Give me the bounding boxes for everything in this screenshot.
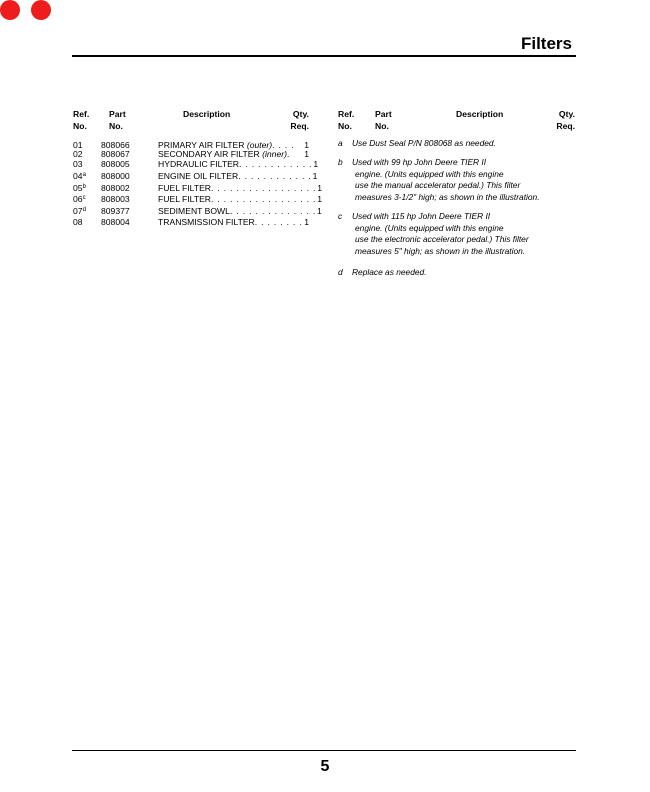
part-description (158, 206, 230, 216)
qty-req-header-right (553, 108, 575, 132)
part-description-text: ENGINE OIL FILTER (158, 171, 239, 181)
part-ref-number (73, 183, 86, 193)
part-qty: 1 (304, 149, 309, 159)
part-header-line2: No. (109, 121, 123, 131)
footnote-letter: d (338, 267, 343, 277)
part-description-text: PRIMARY AIR FILTER (158, 140, 247, 150)
part-ref-number (73, 171, 86, 181)
part-header-line1: Part (375, 109, 392, 119)
description-header-right (456, 108, 503, 120)
footnote-c (338, 211, 588, 257)
part-description (158, 149, 287, 159)
dot-leader: . . . . . . . . . . . . (239, 159, 313, 169)
footnote-line: engine. (Units equipped with this engine (355, 168, 504, 179)
part-number: 808005 (101, 159, 130, 169)
part-description (158, 217, 255, 227)
part-number: 808000 (101, 171, 130, 181)
footnote-b (338, 157, 588, 203)
qty-header-line1: Qty. (292, 109, 309, 119)
description-header-text: Description (183, 109, 231, 119)
header-rule (72, 55, 576, 57)
footnote-marker: d (82, 207, 86, 213)
footnote-text: Used with 115 hp John Deere TIER II (352, 211, 491, 221)
footnote-text: Replace as needed. (352, 267, 427, 277)
footnote-line: measures 3-1/2" high; as shown in the illustration. (355, 191, 540, 202)
part-ref-text: 05 (73, 183, 83, 193)
part-number: 809377 (101, 206, 130, 216)
part-description-text: FUEL FILTER (158, 183, 212, 193)
part-number: 808066 (101, 140, 130, 150)
ref-no-header (73, 108, 89, 132)
part-description-row (158, 206, 322, 216)
ref-header-line2: No. (73, 121, 87, 131)
part-description-row (158, 171, 318, 181)
part-description-row (158, 149, 309, 159)
footnote-line (338, 267, 588, 279)
footnote-line: use the electronic accelerator pedal.) This filter (355, 234, 529, 244)
part-ref-number: 03 (73, 159, 83, 169)
dot-leader: . . . . . . . . . . . . . . (229, 206, 317, 216)
part-header-line2: No. (375, 121, 389, 131)
page-title: Filters (520, 34, 572, 53)
dot-leader: . . . . (272, 140, 295, 150)
part-qty: 1 (312, 171, 318, 181)
ref-no-header-right (338, 108, 354, 132)
part-description (158, 183, 211, 193)
red-dot-marker (0, 0, 20, 20)
part-no-header (109, 108, 126, 132)
footnote-d (338, 267, 588, 279)
part-ref-number: 02 (73, 149, 83, 159)
footnote-line (338, 138, 588, 150)
part-qty: 1 (317, 194, 322, 204)
part-ref-number (73, 194, 86, 204)
dot-leader: . (286, 149, 291, 159)
ref-header-line2: No. (338, 121, 352, 131)
part-ref-number: 01 (73, 140, 83, 150)
qty-header-line2: Req. (556, 121, 575, 131)
part-qty: 1 (317, 183, 322, 193)
ref-header-line1: Ref. (73, 109, 90, 119)
part-qty: 1 (304, 217, 309, 227)
footnote-marker: c (82, 195, 86, 201)
footnote-line (338, 157, 588, 169)
part-no-header-right (375, 108, 392, 132)
part-description-text: HYDRAULIC FILTER (158, 159, 240, 169)
part-qty: 1 (304, 140, 309, 150)
part-qty: 1 (313, 159, 319, 169)
qty-header-line1: Qty. (558, 109, 575, 119)
footnote-line (338, 211, 588, 223)
footnote-marker: a (82, 172, 86, 178)
dot-leader: . . . . . . . . . . . . (238, 171, 312, 181)
qty-req-header (286, 108, 309, 132)
footnote-line: measures 5" high; as shown in the illustration. (355, 245, 526, 256)
part-description-row (158, 194, 322, 204)
description-header-text: Description (456, 109, 504, 119)
part-number: 808002 (101, 183, 130, 193)
part-qty: 1 (317, 206, 322, 216)
part-description (158, 171, 238, 181)
part-header-line1: Part (109, 109, 126, 119)
description-header (183, 108, 230, 120)
footer-rule (72, 750, 576, 751)
dot-leader: . . . . . . . . . . . . . . . . . (211, 194, 317, 204)
footnote-letter: b (338, 157, 343, 167)
footnote-a (338, 138, 588, 150)
part-ref-number: 08 (73, 217, 83, 227)
part-description (158, 194, 211, 204)
part-description (158, 159, 239, 169)
footnote-line: engine. (Units equipped with this engine (355, 222, 504, 233)
red-dot-marker (31, 0, 51, 20)
part-ref-text: 06 (73, 194, 83, 204)
ref-header-line1: Ref. (338, 109, 355, 119)
part-number: 808003 (101, 194, 130, 204)
part-description-row (158, 159, 319, 169)
footnote-letter: a (338, 138, 343, 148)
footnote-text: Use Dust Seal P/N 808068 as needed. (352, 138, 496, 148)
page-number: 5 (320, 758, 330, 775)
part-description-text: FUEL FILTER (158, 194, 212, 204)
part-number: 808004 (101, 217, 130, 227)
part-ref-number (73, 206, 86, 216)
part-description-qualifier: (outer) (246, 140, 273, 150)
part-description-row (158, 217, 309, 227)
footnote-line: use the manual accelerator pedal.) This filter (355, 180, 521, 190)
part-ref-text: 04 (73, 171, 83, 181)
footnote-marker: b (82, 184, 86, 190)
part-description-qualifier: (inner) (262, 149, 287, 159)
part-description-text: SEDIMENT BOWL (158, 206, 230, 216)
part-ref-text: 07 (73, 206, 83, 216)
part-description-text: SECONDARY AIR FILTER (158, 149, 263, 159)
part-description-text: TRANSMISSION FILTER (158, 217, 255, 227)
footnote-text: Used with 99 hp John Deere TIER II (352, 157, 487, 167)
part-number: 808067 (101, 149, 130, 159)
footnote-letter: c (338, 211, 343, 221)
part-description-row (158, 183, 322, 193)
dot-leader: . . . . . . . . (254, 217, 303, 227)
dot-leader: . . . . . . . . . . . . . . . . . (211, 183, 317, 193)
qty-header-line2: Req. (290, 121, 309, 131)
